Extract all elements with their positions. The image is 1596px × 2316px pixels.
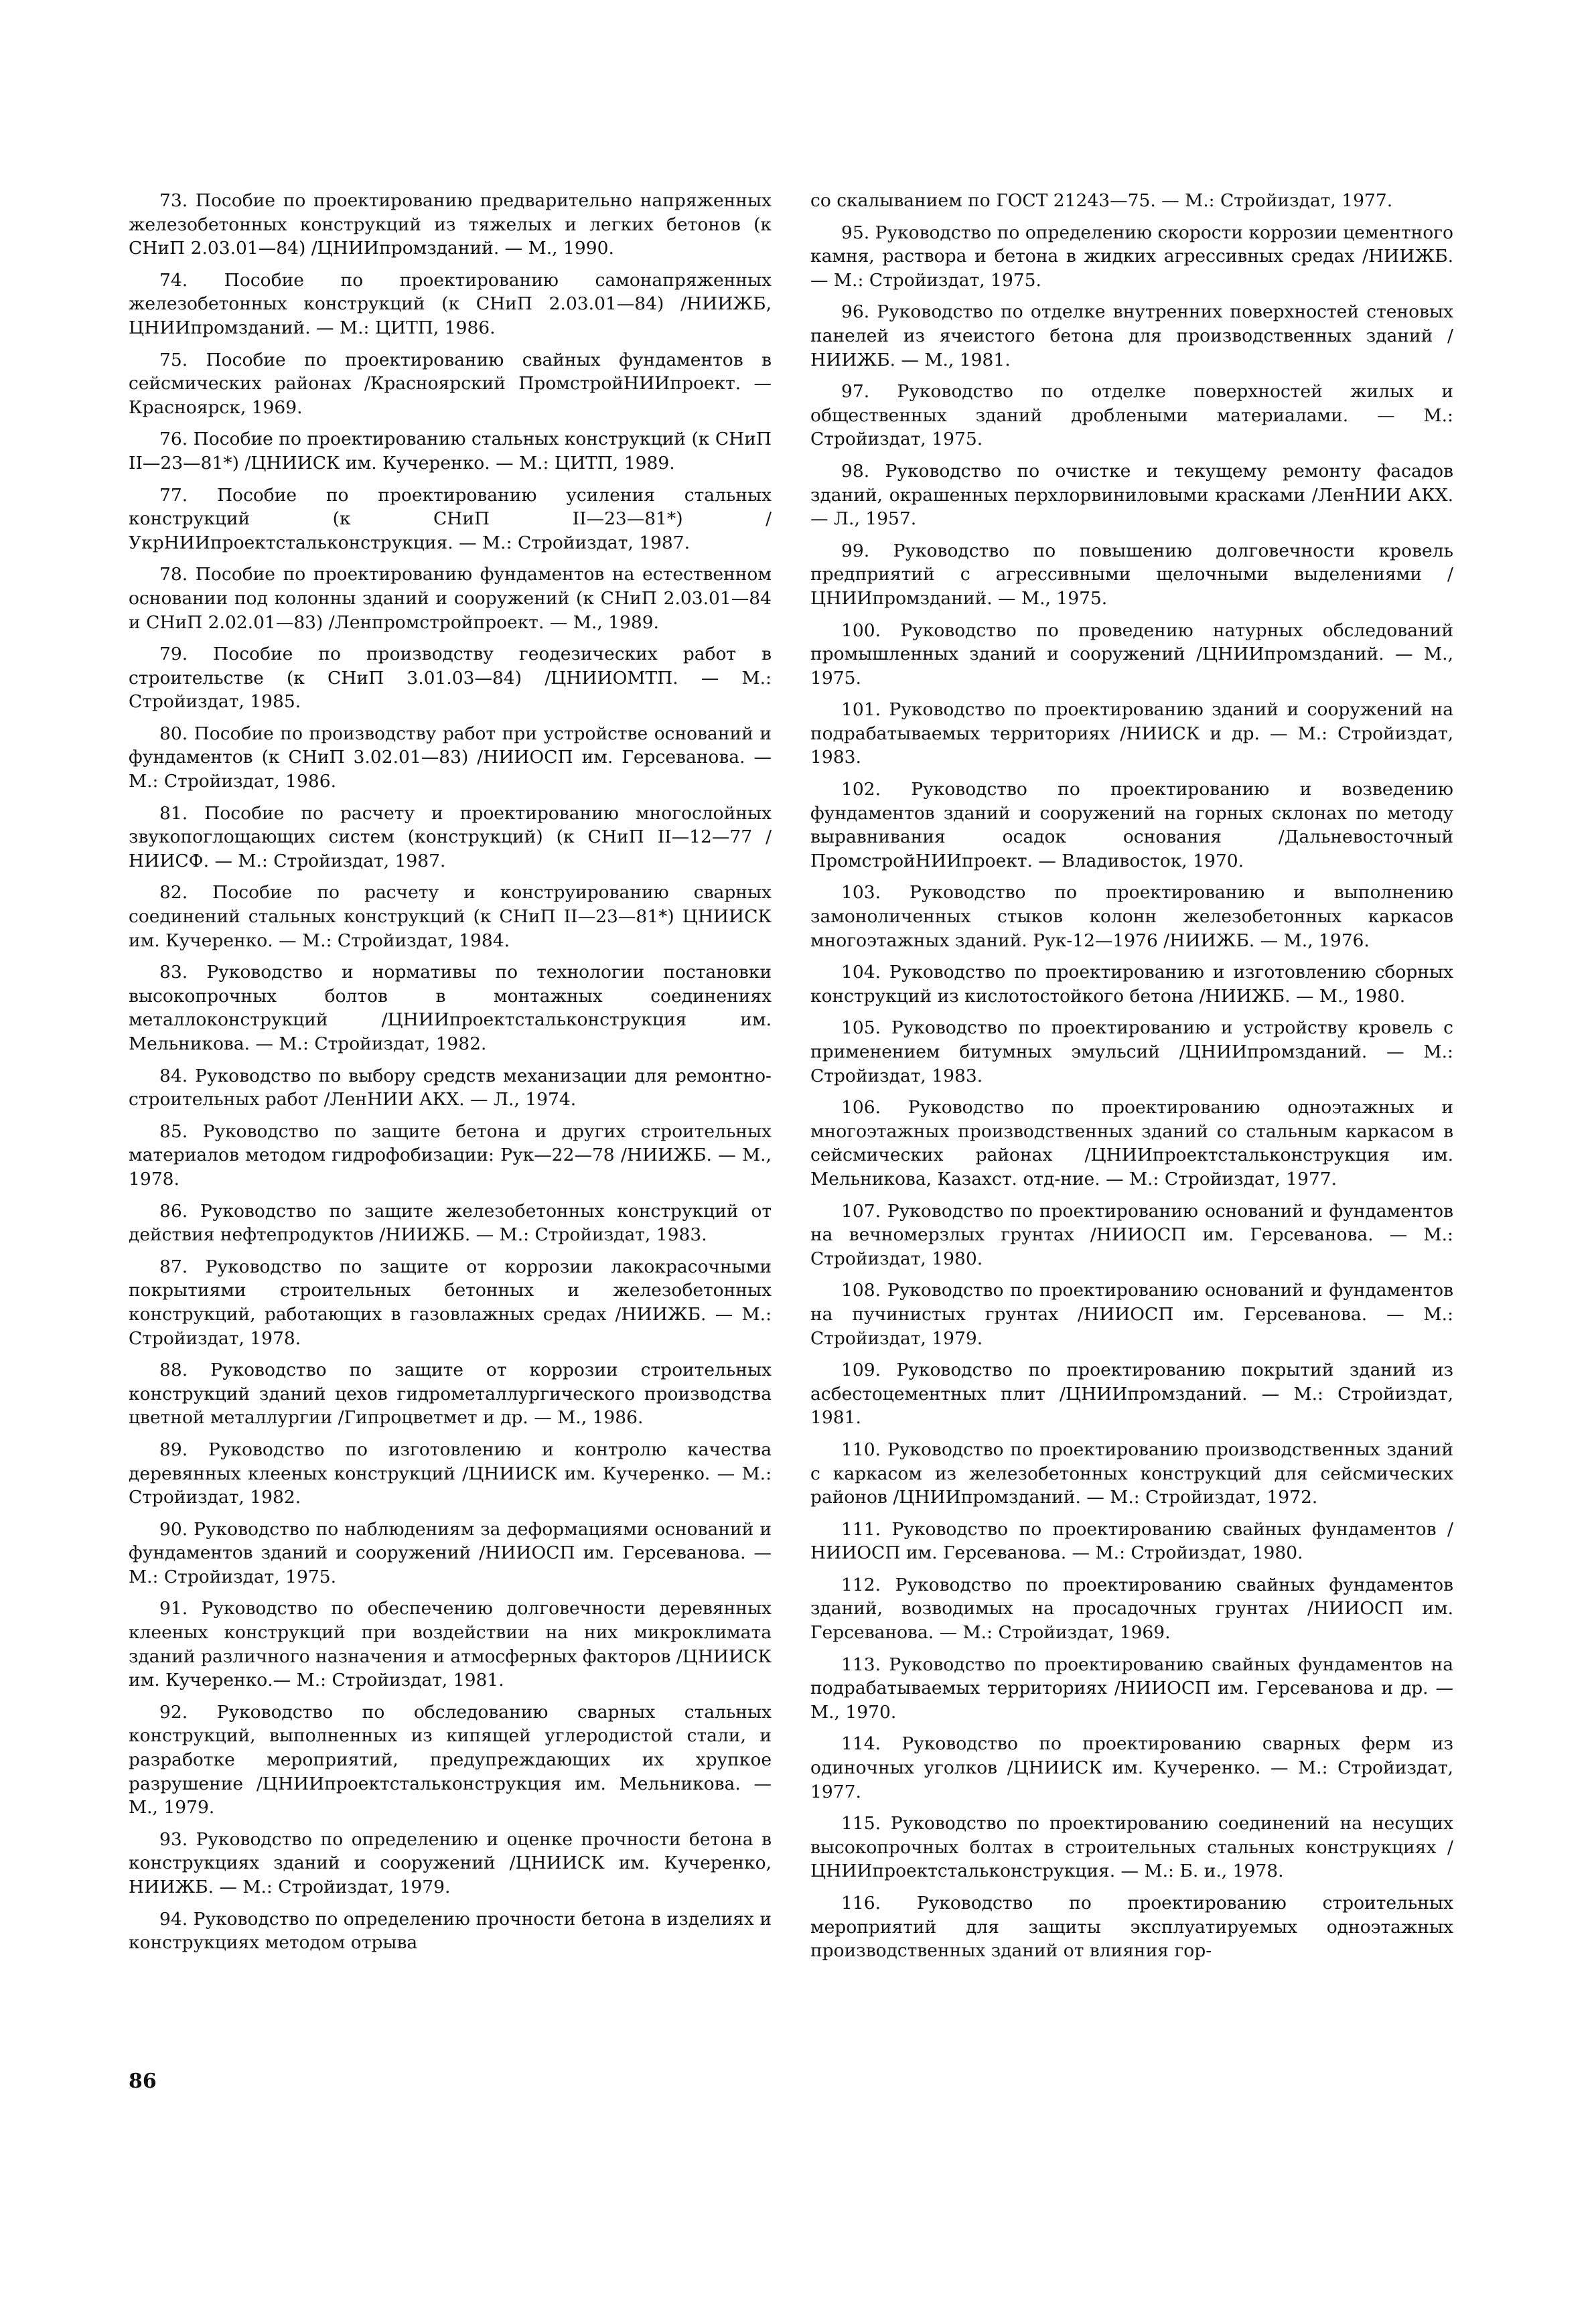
bibliography-entry: 92. Руководство по обследованию сварных стальных конструкций, выполненных из кипящей углеродистой стали, и разработке мероприятий, предупреждающих их хрупкое разрушение /ЦНИИпроектстальконструкция им. Мельникова. — М., 1979. <box>129 1701 772 1818</box>
bibliography-entry: 110. Руководство по проектированию производственных зданий с каркасом из железобетонных конструкций для сейсмических районов /ЦНИИпромзданий. — М.: Стройиздат, 1972. <box>810 1439 1453 1508</box>
bibliography-entry: 83. Руководство и нормативы по технологии постановки высокопрочных болтов в монтажных соединениях металлоконструкций /ЦНИИпроектстальконструкция им. Мельникова. — М.: Стройиздат, 1982. <box>129 962 772 1054</box>
left-column <box>129 189 772 1963</box>
bibliography-entry: 75. Пособие по проектированию свайных фундаментов в сейсмических районах /Красноярский ПромстройНИИпроект. — Красноярск, 1969. <box>129 349 772 418</box>
bibliography-entry: 78. Пособие по проектированию фундаментов на естественном основании под колонны зданий и сооружений (к СНиП 2.03.01—84 и СНиП 2.02.01—83) /Ленпромстройпроект. — М., 1989. <box>129 564 772 633</box>
bibliography-entry: 91. Руководство по обеспечению долговечности деревянных клееных конструкций при воздействии на них микроклимата зданий различного назначения и атмосферных факторов /ЦНИИСК им. Кучеренко.— М.: Стройиздат, 1981. <box>129 1598 772 1691</box>
right-column <box>810 189 1453 1971</box>
bibliography-entry: 108. Руководство по проектированию оснований и фундаментов на пучинистых грунтах /НИИОСП им. Герсеванова. — М.: Стройиздат, 1979. <box>810 1280 1453 1349</box>
bibliography-entry: 88. Руководство по защите от коррозии строительных конструкций зданий цехов гидрометаллургического производства цветной металлургии /Гипроцветмет и др. — М., 1986. <box>129 1360 772 1429</box>
bibliography-entry: 81. Пособие по расчету и проектированию многослойных звукопоглощающих систем (конструкций) (к СНиП II—12—77 /НИИСФ. — М.: Стройиздат, 1987. <box>129 802 772 871</box>
bibliography-entry: 100. Руководство по проведению натурных обследований промышленных зданий и сооружений /ЦНИИпромзданий. — М., 1975. <box>810 620 1453 689</box>
bibliography-entry: 98. Руководство по очистке и текущему ремонту фасадов зданий, окрашенных перхлорвиниловыми красками /ЛенНИИ АКХ. — Л., 1957. <box>810 460 1453 530</box>
bibliography-entry: 90. Руководство по наблюдениям за деформациями оснований и фундаментов зданий и сооружений /НИИОСП им. Герсеванова. — М.: Стройиздат, 1975. <box>129 1518 772 1587</box>
bibliography-entry: 103. Руководство по проектированию и выполнению замоноличенных стыков колонн железобетонных каркасов многоэтажных зданий. Рук-12—1976 /НИИЖБ. — М., 1976. <box>810 882 1453 951</box>
bibliography-entry: 85. Руководство по защите бетона и других строительных материалов методом гидрофобизации: Рук—22—78 /НИИЖБ. — М., 1978. <box>129 1120 772 1189</box>
bibliography-entry-continuation: со скалыванием по ГОСТ 21243—75. — М.: Стройиздат, 1977. <box>810 190 1393 211</box>
bibliography-entry: 95. Руководство по определению скорости коррозии цементного камня, раствора и бетона в жидких агрессивных средах /НИИЖБ. — М.: Стройиздат, 1975. <box>810 222 1453 291</box>
bibliography-entry: 74. Пособие по проектированию самонапряженных железобетонных конструкций (к СНиП 2.03.01—84) /НИИЖБ, ЦНИИпромзданий. — М.: ЦИТП, 1986. <box>129 269 772 338</box>
bibliography-entry: 113. Руководство по проектированию свайных фундаментов на подрабатываемых территориях /НИИОСП им. Герсеванова и др. — М., 1970. <box>810 1654 1453 1723</box>
page-number: 86 <box>129 2070 157 2093</box>
bibliography-entry: 111. Руководство по проектированию свайных фундаментов /НИИОСП им. Герсеванова. — М.: Стройиздат, 1980. <box>810 1518 1453 1564</box>
bibliography-entry: 89. Руководство по изготовлению и контролю качества деревянных клееных конструкций /ЦНИИСК им. Кучеренко. — М.: Стройиздат, 1982. <box>129 1439 772 1508</box>
bibliography-entry: 102. Руководство по проектированию и возведению фундаментов зданий и сооружений на горных склонах по методу выравнивания осадок основания /Дальневосточный ПромстройНИИпроект. — Владивосток, 1970. <box>810 779 1453 871</box>
bibliography-entry: 112. Руководство по проектированию свайных фундаментов зданий, возводимых на просадочных грунтах /НИИОСП им. Герсеванова. — М.: Стройиздат, 1969. <box>810 1574 1453 1644</box>
bibliography-entry: 101. Руководство по проектированию зданий и сооружений на подрабатываемых территориях /НИИСК и др. — М.: Стройиздат, 1983. <box>810 699 1453 768</box>
bibliography-entry: 84. Руководство по выбору средств механизации для ремонтно-строительных работ /ЛенНИИ АКХ. — Л., 1974. <box>129 1065 772 1110</box>
bibliography-entry: 94. Руководство по определению прочности бетона в изделиях и конструкциях методом отрыва <box>129 1908 772 1954</box>
bibliography-entry: 116. Руководство по проектированию строительных мероприятий для защиты эксплуатируемых одноэтажных производственных зданий от влияния гор- <box>810 1893 1453 1962</box>
bibliography-entry: 76. Пособие по проектированию стальных конструкций (к СНиП II—23—81*) /ЦНИИСК им. Кучеренко. — М.: ЦИТП, 1989. <box>129 429 772 474</box>
bibliography-entry: 99. Руководство по повышению долговечности кровель предприятий с агрессивными щелочными выделениями /ЦНИИпромзданий. — М., 1975. <box>810 540 1453 609</box>
bibliography-entry: 104. Руководство по проектированию и изготовлению сборных конструкций из кислотостойкого бетона /НИИЖБ. — М., 1980. <box>810 962 1453 1007</box>
bibliography-entry: 115. Руководство по проектированию соединений на несущих высокопрочных болтах в строительных стальных конструкциях /ЦНИИпроектстальконструкция. — М.: Б. и., 1978. <box>810 1813 1453 1882</box>
bibliography-entry: 82. Пособие по расчету и конструированию сварных соединений стальных конструкций (к СНиП II—23—81*) ЦНИИСК им. Кучеренко. — М.: Стройиздат, 1984. <box>129 882 772 951</box>
bibliography-entry: 106. Руководство по проектированию одноэтажных и многоэтажных производственных зданий со стальным каркасом в сейсмических районах /ЦНИИпроектстальконструкция им. Мельникова, Казахст. отд-ние. — М.: Стройиздат, 1977. <box>810 1097 1453 1189</box>
bibliography-entry: 86. Руководство по защите железобетонных конструкций от действия нефтепродуктов /НИИЖБ. — М.: Стройиздат, 1983. <box>129 1200 772 1246</box>
bibliography-entry: 109. Руководство по проектированию покрытий зданий из асбестоцементных плит /ЦНИИпромзданий. — М.: Стройиздат, 1981. <box>810 1360 1453 1429</box>
bibliography-entry: 107. Руководство по проектированию оснований и фундаментов на вечномерзлых грунтах /НИИОСП им. Герсеванова. — М.: Стройиздат, 1980. <box>810 1200 1453 1269</box>
bibliography-entry: 79. Пособие по производству геодезических работ в строительстве (к СНиП 3.01.03—84) /ЦНИИОМТП. — М.: Стройиздат, 1985. <box>129 644 772 713</box>
bibliography-entry: 97. Руководство по отделке поверхностей жилых и общественных зданий дроблеными материалами. — М.: Стройиздат, 1975. <box>810 381 1453 450</box>
bibliography-entry: 93. Руководство по определению и оценке прочности бетона в конструкциях зданий и сооружений /ЦНИИСК им. Кучеренко, НИИЖБ. — М.: Стройиздат, 1979. <box>129 1828 772 1897</box>
bibliography-entry: 105. Руководство по проектированию и устройству кровель с применением битумных эмульсий /ЦНИИпромзданий. — М.: Стройиздат, 1983. <box>810 1017 1453 1086</box>
bibliography-entry: 114. Руководство по проектированию сварных ферм из одиночных уголков /ЦНИИСК им. Кучеренко. — М.: Стройиздат, 1977. <box>810 1733 1453 1802</box>
bibliography-entry: 77. Пособие по проектированию усиления стальных конструкций (к СНиП II—23—81*) /УкрНИИпроектстальконструкция. — М.: Стройиздат, 1987. <box>129 484 772 553</box>
bibliography-entry: 87. Руководство по защите от коррозии лакокрасочными покрытиями строительных бетонных и железобетонных конструкций, работающих в газовлажных средах /НИИЖБ. — М.: Стройиздат, 1978. <box>129 1256 772 1349</box>
bibliography-entry: 96. Руководство по отделке внутренних поверхностей стеновых панелей из ячеистого бетона для производственных зданий /НИИЖБ. — М., 1981. <box>810 301 1453 370</box>
bibliography-entry: 80. Пособие по производству работ при устройстве оснований и фундаментов (к СНиП 3.02.01—83) /НИИОСП им. Герсеванова. — М.: Стройиздат, 1986. <box>129 723 772 792</box>
bibliography-entry: 73. Пособие по проектированию предварительно напряженных железобетонных конструкций из тяжелых и легких бетонов (к СНиП 2.03.01—84) /ЦНИИпромзданий. — М., 1990. <box>129 190 772 259</box>
